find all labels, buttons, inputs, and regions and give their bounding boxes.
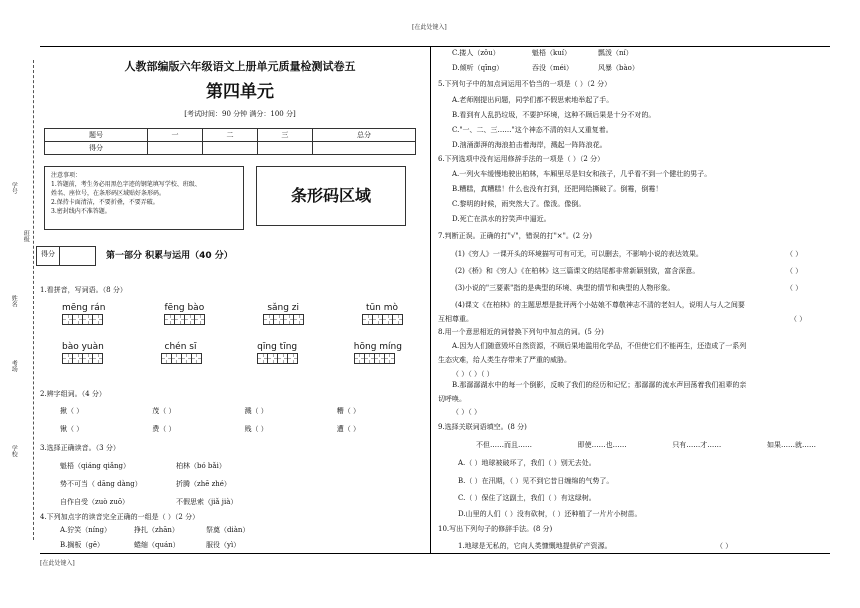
binding-line [33, 60, 34, 540]
q4-option: 服役（yì） [206, 541, 241, 549]
q2-item: 费（ ） [152, 425, 176, 433]
q8-a-line: A.因为人们随意毁坏自然资源，不顾后果地滥用化学品，不但使它们不能再生，还造成了一系列 [452, 342, 747, 350]
q6-option: A.一列火车缓慢地驶出柏林，车厢里尽是妇女和孩子，几乎看不到一个健壮的男子。 [452, 170, 712, 178]
q3-item: 势不可当（ dāng dàng） [60, 480, 142, 488]
q10-answer[interactable]: （ ） [716, 542, 733, 550]
pinyin-item [354, 342, 402, 364]
q9-stem: 9.选择关联词语填空。(8 分) [438, 423, 527, 431]
q8-b-line: 切呼唤。 [438, 395, 466, 403]
notice-item: 2.保持卡面清洁，不要折叠，不要弄破。 [51, 199, 159, 206]
q1-stem: 1.看拼音，写词语。（8 分） [40, 286, 127, 294]
char-grid[interactable] [354, 353, 402, 364]
q8-b-blanks[interactable]: （ ）（ ） [452, 408, 481, 416]
q7-item: (1)《穷人》一课开头的环境描写可有可无，可以删去，不影响小说的表达效果。 [455, 250, 703, 258]
side-label-class: 班级 [22, 230, 30, 242]
char-cell[interactable] [392, 314, 403, 325]
pinyin-item [62, 342, 104, 364]
section-score-box [36, 246, 96, 266]
q4-option: A.狞笑（nínɡ） [60, 526, 112, 534]
pinyin-text: mēng rán [62, 303, 106, 313]
q4-option: 挣扎（zhān） [134, 526, 179, 534]
q2-row-2 [60, 425, 360, 433]
q7-stem: 7.判断正误。正确的打"√"，错误的打"×"。(2 分) [438, 232, 593, 240]
notice-title: 注意事项： [51, 172, 82, 179]
q3-item: 自作自受（zuò zuō） [60, 498, 130, 506]
q2-stem: 2.辨字组词。（4 分） [40, 390, 106, 398]
top-rule [40, 46, 830, 47]
pinyin-row-1 [62, 303, 402, 325]
pinyin-row-2 [62, 342, 402, 364]
q2-item: 揪（ ） [60, 407, 84, 415]
q8-a-blanks[interactable]: （ ）（ ）（ ） [452, 370, 494, 378]
notice-item: 1.答题前，考生务必用黑色字迹的钢笔填写学校、班级、 [51, 181, 201, 188]
q2-item: 锹（ ） [60, 425, 84, 433]
q3-item: 不假思索（jiǎ jià） [176, 498, 238, 506]
char-cell[interactable] [92, 314, 103, 325]
q9-item: B.（ ）在汛期，（ ）见不到它昔日缠绵的气势了。 [458, 477, 614, 485]
q8-a-line: 生态灾难，给人类生存带来了严重的威胁。 [438, 356, 571, 364]
part1-title: 第一部分 积累与运用（40 分） [106, 251, 233, 261]
score-cell[interactable] [312, 142, 415, 155]
score-header: 二 [203, 129, 258, 142]
pinyin-text: qīng tīng [257, 342, 298, 352]
pinyin-item [164, 303, 204, 325]
pinyin-text: bào yuàn [62, 342, 104, 352]
q4-option: 风暴（bào） [598, 64, 639, 72]
score-header: 一 [148, 129, 203, 142]
q7-answer[interactable]: （ ） [786, 267, 803, 275]
q8-stem: 8.用一个意思相近的词替换下列句中加点的词。(5 分) [438, 328, 604, 336]
q2-item: 茂（ ） [152, 407, 176, 415]
footer-note: [在此处键入] [40, 560, 75, 567]
q4-option: C.搂人（zǒu） [452, 49, 500, 57]
q5-stem: 5.下列句子中的加点词运用不恰当的一项是（ ）（2 分） [438, 80, 612, 88]
unit-title: 第四单元 [206, 82, 274, 102]
score-header: 总分 [312, 129, 415, 142]
pinyin-text: fēng bào [164, 303, 205, 313]
pinyin-item [257, 342, 297, 364]
char-cell[interactable] [194, 314, 205, 325]
q6-option: B.糟糕，真糟糕！什么也没有打到，还把网给撕破了。倒霉，倒霉！ [452, 185, 663, 193]
notice-item: 姓名、座位号，在条形码区域贴好条形码。 [51, 190, 166, 197]
section-score-cell[interactable] [60, 247, 95, 265]
q4-option: 蜷缩（quán） [134, 541, 180, 549]
q2-item: 糟（ ） [336, 407, 360, 415]
q7-item: (4)课文《在柏林》的主题思想是批评两个小姑娘不尊敬神志不清的老妇人，说明人与人之间要 [455, 301, 745, 309]
q7-item-cont: 互相尊重。 [438, 315, 473, 323]
q10-item: 1.地球是无私的，它向人类慷慨地提供矿产资源。 [458, 542, 612, 550]
q9-item: A.（ ）地球被破坏了，我们（ ）别无去处。 [458, 459, 596, 467]
pinyin-text: sǎng zi [267, 303, 300, 313]
q7-answer[interactable]: （ ） [786, 250, 803, 258]
char-grid[interactable] [62, 353, 104, 364]
side-label-id: 学号 [10, 182, 18, 194]
char-cell[interactable] [287, 353, 298, 364]
q10-stem: 10.写出下列句子的修辞手法。(8 分) [438, 525, 553, 533]
q9-option: 即使……也…… [577, 441, 627, 449]
score-table [44, 128, 416, 155]
q2-item: 贱（ ） [244, 425, 268, 433]
notice-item: 3.密封线内不准答题。 [51, 208, 111, 215]
score-cell[interactable] [257, 142, 312, 155]
score-cell[interactable] [203, 142, 258, 155]
header-note: [在此处键入] [412, 24, 447, 31]
q4-option: D.倾听（qīng） [452, 64, 504, 72]
q3-item: 魁梧（qiáng qiǎng） [60, 462, 130, 470]
q4-option: B.搁板（ɡē） [60, 541, 104, 549]
char-grid[interactable] [257, 353, 297, 364]
char-grid[interactable] [161, 353, 201, 364]
q7-item: (2)《桥》和《穷人》《在柏林》这三篇课文的结尾都非常新颖别致，富含深意。 [455, 267, 700, 275]
score-row-label: 得分 [45, 142, 148, 155]
q9-item: C.（ ）保住了这副土，我们（ ）有这绿树。 [458, 494, 596, 502]
q2-row-1 [60, 407, 360, 415]
pinyin-item [263, 303, 303, 325]
char-cell[interactable] [293, 314, 304, 325]
char-grid[interactable] [62, 314, 106, 325]
side-label-room: 考场 [10, 360, 18, 372]
char-cell[interactable] [191, 353, 202, 364]
pinyin-item [62, 303, 106, 325]
q9-option: 不但……而且…… [476, 441, 532, 449]
column-divider [430, 46, 431, 553]
q4-stem: 4.下列加点字的读音完全正确的一组是（ ）（2 分） [40, 513, 200, 521]
q4-option: 魁梧（kuí） [532, 49, 571, 57]
score-header: 题号 [45, 129, 148, 142]
score-header: 三 [257, 129, 312, 142]
q9-option: 只有……才…… [672, 441, 722, 449]
char-grid[interactable] [164, 314, 204, 325]
q7-item: (3)小说的"三要素"指的是典型的环境、典型的情节和典型的人物形象。 [455, 284, 675, 292]
q4-option: 吞没（méi） [532, 64, 574, 72]
char-cell[interactable] [384, 353, 395, 364]
q4-option: 瓢泼（ní） [598, 49, 633, 57]
side-label-name: 姓名 [10, 295, 18, 307]
char-grid[interactable] [362, 314, 402, 325]
q3-item: 柏林（bó bǎi） [176, 462, 226, 470]
bottom-rule [40, 553, 830, 554]
q9-item: D.山里的人们（ ）没有砍树，（ ）还种植了一片片小树苗。 [458, 510, 642, 518]
q5-option: B.看到有人乱扔垃圾，不要护环境，这种不顾后果是十分不对的。 [452, 111, 656, 119]
pinyin-item [161, 342, 201, 364]
paper-title: 人教部编版六年级语文上册单元质量检测试卷五 [124, 60, 356, 73]
pinyin-text: chén sī [164, 342, 197, 352]
q4-option: 祭奠（diàn） [206, 526, 250, 534]
q9-options [476, 441, 816, 449]
side-label-school: 学校 [10, 445, 18, 457]
q6-stem: 6.下列选项中没有运用修辞手法的一项是（ ）（2 分） [438, 155, 605, 163]
pinyin-item [362, 303, 402, 325]
score-cell[interactable] [148, 142, 203, 155]
exam-info: [考试时间：90 分钟 满分：100 分] [184, 110, 296, 118]
q5-option: D.汹涌澎湃的海浪拍击着海岸，溅起一阵阵浪花。 [452, 141, 607, 149]
q3-item: 折腾（zhē zhé） [176, 480, 231, 488]
q6-option: C.黎明的时候，雨突然大了。像泼。像倒。 [452, 200, 586, 208]
q5-option: A.老师刚提出问题，同学们都不假思索地举起了手。 [452, 96, 614, 104]
section-score-label: 得分 [37, 247, 60, 265]
q8-b-line: B.那潺潺湖水中的每一个倒影，反映了我们的经历和记忆；那潺潺的流水声回荡着我们祖辈的亲 [452, 381, 747, 389]
char-grid[interactable] [263, 314, 303, 325]
q3-stem: 3.选择正确读音。（3 分） [40, 444, 120, 452]
q9-option: 如果……就…… [766, 441, 816, 449]
q6-option: D.死亡在洪水的狞笑声中逼近。 [452, 215, 551, 223]
pinyin-text: tūn mò [365, 303, 399, 313]
pinyin-text: hōng míng [353, 342, 402, 352]
q5-option: C."一、二、三……"这个神态不清的妇人又重复着。 [452, 126, 613, 134]
q2-item: 遭（ ） [336, 425, 360, 433]
char-cell[interactable] [92, 353, 103, 364]
q7-answer[interactable]: （ ） [786, 284, 803, 292]
barcode-area: 条形码区域 [256, 166, 406, 226]
q7-answer[interactable]: （ ） [790, 315, 807, 323]
notice-box [44, 166, 244, 230]
q2-item: 溅（ ） [244, 407, 268, 415]
